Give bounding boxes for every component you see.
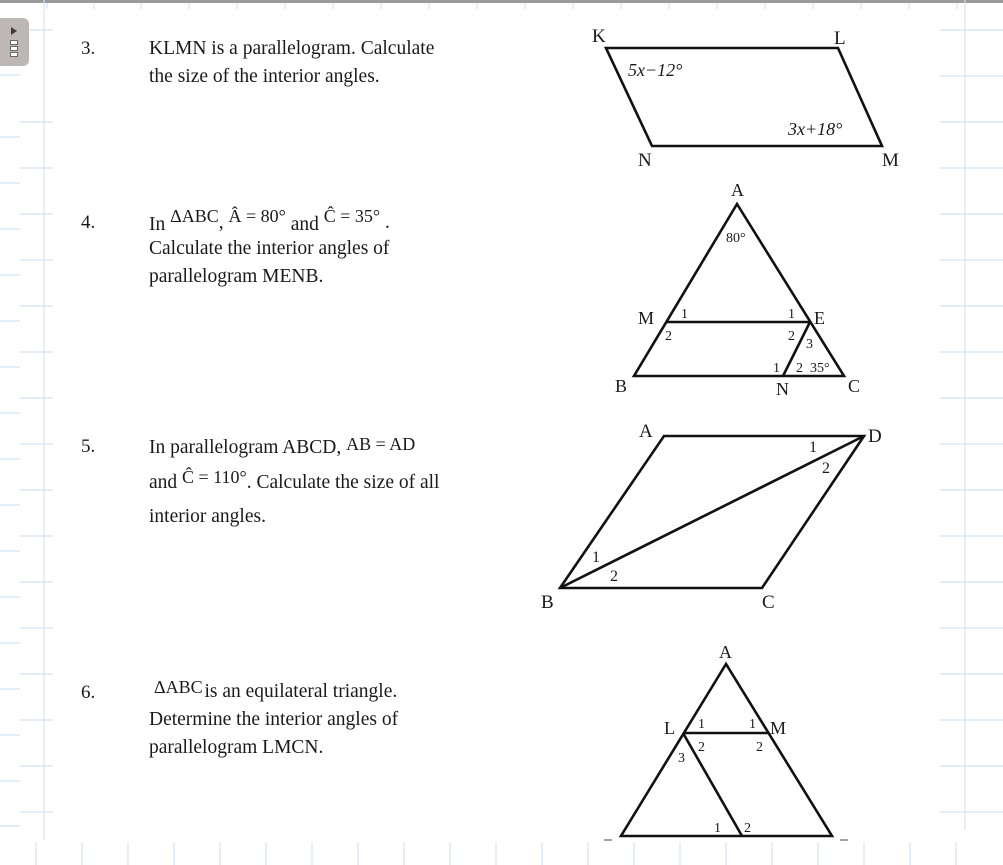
angle-label-l3: 3 — [678, 751, 685, 766]
vertex-label-a: A — [719, 642, 732, 662]
triangle-abc-lmcn-diagram — [600, 635, 860, 845]
vertex-label-m: M — [638, 308, 655, 328]
vertex-label-l: L — [664, 718, 675, 738]
triangle-abc-menb-diagram — [610, 180, 880, 402]
angle-label-e3: 3 — [806, 337, 813, 352]
text-period: . — [384, 212, 390, 233]
vertex-label-a: A — [639, 421, 653, 442]
angle-label-m1: 1 — [749, 717, 756, 732]
text-line1: In parallelogram ABCD, — [149, 437, 342, 458]
vertex-label-b: B — [615, 376, 628, 396]
math-triangle: ΔABC — [170, 206, 219, 226]
math-angle-c: Ĉ = 35° — [323, 206, 381, 226]
angle-label-m2: 2 — [665, 329, 672, 344]
vertex-label-n: N — [638, 150, 652, 171]
question-number: 4. — [81, 212, 96, 233]
question-line: interior angles. — [149, 506, 266, 527]
question-line — [149, 465, 529, 500]
angle-label-c: 35° — [810, 361, 830, 376]
question-line — [149, 677, 519, 706]
question-line: Calculate the interior angles of — [149, 238, 390, 259]
angle-label-l1: 1 — [698, 717, 705, 732]
text-and: and — [290, 214, 319, 235]
question-line: the size of the interior angles. — [149, 66, 380, 87]
vertex-label-d: D — [868, 426, 882, 447]
vertex-label-a: A — [731, 180, 744, 200]
vertex-label-l: L — [834, 28, 846, 49]
text-line2-rest: . Calculate the size of all — [246, 472, 440, 493]
angle-label-e2: 2 — [788, 329, 795, 344]
math-triangle: ΔABC — [154, 677, 203, 697]
angle-label-n1: 1 — [773, 361, 780, 376]
question-number: 3. — [81, 38, 96, 59]
text-and: and — [149, 472, 178, 493]
angle-label-d2: 2 — [822, 460, 830, 477]
question-text — [149, 204, 529, 291]
angle-label-m1: 1 — [681, 307, 688, 322]
text-in: In — [149, 214, 166, 235]
question-line: parallelogram LMCN. — [149, 737, 324, 758]
vertex-label-b: B — [541, 592, 554, 613]
question-number: 5. — [81, 436, 96, 457]
pages-icon[interactable] — [10, 40, 18, 54]
vertex-label-k: K — [592, 26, 606, 47]
angle-label-l2: 2 — [698, 740, 705, 755]
vertex-label-c: C — [762, 592, 775, 613]
play-arrow-icon[interactable] — [11, 27, 17, 35]
angle-label-m2: 2 — [756, 740, 763, 755]
text-comma: , — [218, 212, 224, 233]
vertex-label-c: C — [848, 376, 861, 396]
math-angle-a: Â = 80° — [228, 206, 286, 226]
question-number: 6. — [81, 682, 96, 703]
angle-label-d1: 1 — [809, 439, 817, 456]
vertex-label-n: N — [776, 379, 789, 399]
parallelogram-abcd-diagram — [530, 415, 900, 615]
question-line: KLMN is a parallelogram. Calculate — [149, 38, 435, 59]
question-text — [149, 35, 519, 91]
vertex-label-e: E — [814, 308, 825, 328]
question-text — [149, 677, 519, 762]
angle-label-b2: 2 — [610, 568, 618, 585]
text-line1-rest: is an equilateral triangle. — [204, 681, 398, 702]
question-line: parallelogram MENB. — [149, 266, 324, 287]
angle-label-k: 5x−12° — [628, 60, 683, 80]
math-angle-c: Ĉ = 110° — [182, 467, 247, 487]
angle-label-a: 80° — [726, 231, 746, 246]
angle-label-m: 3x+18° — [788, 119, 843, 139]
question-line: Determine the interior angles of — [149, 709, 399, 730]
question-text — [149, 430, 529, 534]
vertex-label-m: M — [770, 718, 787, 738]
angle-label-b1: 1 — [592, 549, 600, 566]
angle-label-n2: 2 — [796, 361, 803, 376]
sidebar-toggle-widget[interactable] — [0, 18, 29, 66]
parallelogram-klmn-diagram — [580, 20, 920, 180]
vertex-label-m: M — [882, 150, 899, 171]
question-line — [149, 204, 529, 233]
question-line — [149, 430, 529, 465]
angle-label-n2: 2 — [744, 821, 751, 836]
angle-label-n1: 1 — [714, 821, 721, 836]
angle-label-e1: 1 — [788, 307, 795, 322]
math-ab-eq-ad: AB = AD — [346, 434, 416, 454]
